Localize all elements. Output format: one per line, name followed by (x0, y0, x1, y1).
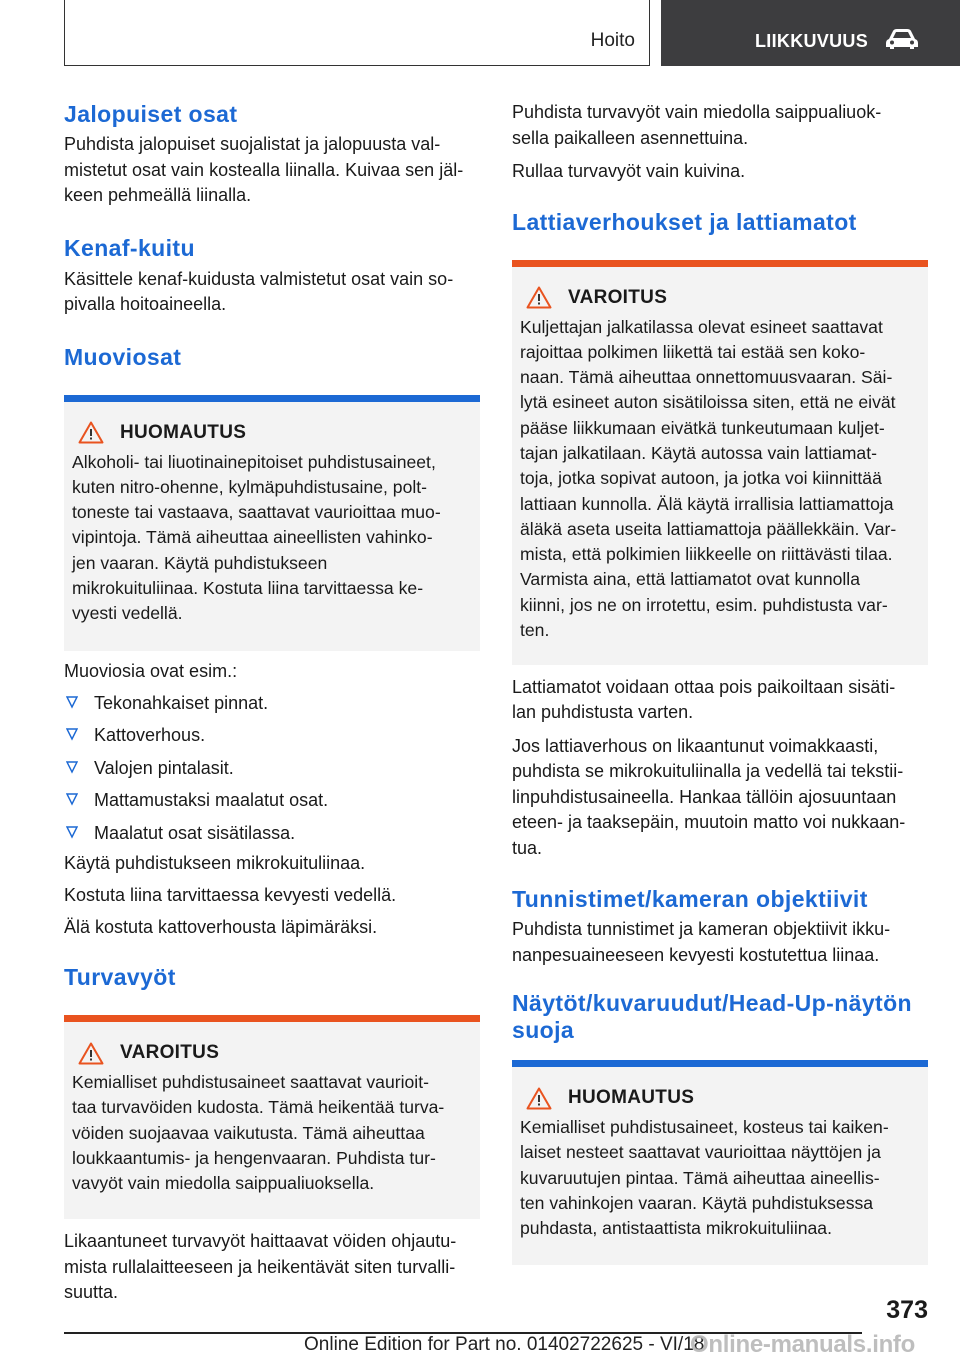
bullet-triangle-icon (66, 825, 78, 839)
bullet-triangle-icon (66, 760, 78, 774)
notice-title: HUOMAUTUS (120, 421, 247, 443)
muoviosat-list (64, 691, 480, 854)
notice-box-naytot (512, 1060, 928, 1265)
warning-triangle-icon (78, 421, 104, 444)
watermark-text: Online-manuals.info (690, 1331, 915, 1358)
list-item: Maalatut osat sisätilassa. (64, 821, 480, 854)
list-item: Mattamustaksi maalatut osat. (64, 788, 480, 821)
list-item: Kattoverhous. (64, 723, 480, 756)
chapter-title: LIIKKUVUUS (755, 31, 869, 51)
heading-jalopuiset: Jalopuiset osat (64, 101, 238, 127)
car-icon (885, 28, 919, 50)
bullet-triangle-icon (66, 695, 78, 709)
warning-title: VAROITUS (568, 286, 668, 308)
paragraph-turva3: Rullaa turvavyöt vain kuivina. (512, 161, 746, 181)
header-section-box (64, 0, 650, 66)
right-column (512, 100, 928, 1265)
heading-turvavyot: Turvavyöt (64, 964, 176, 990)
warning-triangle-icon (526, 286, 552, 309)
heading-tunnistimet: Tunnistimet/kameran objektiivit (512, 886, 868, 912)
page-number: 373 (886, 1296, 928, 1324)
paragraph-lattia2: Jos lattiaverhous on likaantunut voimakkaasti, puhdista se mikrokuituliinalla ja vedellä tai tekstii- linpuhdistusaineella. Hankaa tällöin ajosuuntaan eteen- ja taaksepäin, muutoin matto voi nukkaan- tua. (512, 735, 906, 858)
bullet-triangle-icon (66, 727, 78, 741)
list-item: Tekonahkaiset pinnat. (64, 691, 480, 724)
paragraph-turva2: Puhdista turvavyöt vain miedolla saippualiuok- sella paikalleen asennettuina. (512, 102, 882, 148)
paragraph-muovi-intro: Muoviosia ovat esim.: (64, 660, 238, 681)
section-title: Hoito (590, 30, 635, 51)
warning-title: VAROITUS (120, 1042, 220, 1064)
warning-text: Kemialliset puhdistusaineet saattavat vaurioit- taa turvavöiden kudosta. Tämä heikentää turva- vöiden suojaavaa vaikutusta. Tämä aiheuttaa loukkaantumis- ja hengenvaaran. Puhdista tur- vavyöt vain miedolla saippualiuoksella. (72, 1072, 445, 1194)
paragraph-muovi-after: Käytä puhdistukseen mikrokuituliinaa. Kostuta liina tarvittaessa kevyesti vedellä. Älä kostuta kattoverhousta läpimäräksi. (64, 853, 397, 937)
paragraph-turva: Likaantuneet turvavyöt haittaavat vöiden ohjautu- mista rullalaitteeseen ja heikentävät siten turvalli- suutta. (64, 1231, 457, 1302)
heading-naytot: Näytöt/kuvaruudut/Head-Up-näytön suoja (512, 990, 912, 1043)
paragraph-tunnistimet: Puhdista tunnistimet ja kameran objektiivit ikku- nanpesuaineeseen kevyesti kostutettua liinaa. (512, 919, 891, 965)
warning-text: Kuljettajan jalkatilassa olevat esineet saattavat rajoittaa polkimen liikettä tai estää sen koko- naan. Tämä aiheuttaa onnettomuusvaaran. Säi- lytä esineet auton sisätiloissa siten, että ne eivät pääse liikkumaan eivätkä tunkeutumaan kuljet- tajan jalkatilaan. Käytä autossa vain lattiamat- toja, jotka sopivat autoon, ja jotka voi kiinnittää lattiaan kunnolla. Älä käytä irrallisia lattiamattoja äläkä aseta useita lattiamattoja päällekkäin. Var- mista, että polkimien liikkeelle on riittävästi tilaa. Varmista aina, että lattiamatot ovat kunnolla kiinni, jos ne on irrotettu, esim. puhdistusta var- ten. (520, 316, 897, 641)
bullet-triangle-icon (66, 792, 78, 806)
warning-triangle-icon (526, 1087, 552, 1110)
notice-text: Alkoholi- tai liuotinainepitoiset puhdistusaineet, kuten nitro-ohenne, kylmäpuhdistusaine, polt- toneste tai vastaava, saattavat vaurioittaa muo- vipintoja. Tämä aiheuttaa aineellisten vahinko- jen vaaran. Käytä puhdistukseen mikrokuituliinaa. Kostuta liina tarvittaessa ke- vyesti vedellä. (72, 451, 441, 624)
left-column (64, 100, 480, 1306)
paragraph-lattia1: Lattiamatot voidaan ottaa pois paikoiltaan sisäti- lan puhdistusta varten. (512, 676, 896, 722)
paragraph-kenaf: Käsittele kenaf-kuidusta valmistetut osat vain so- pivalla hoitoaineella. (64, 268, 454, 314)
heading-lattia: Lattiaverhoukset ja lattiamatot (512, 208, 857, 235)
notice-title: HUOMAUTUS (568, 1087, 695, 1109)
list-item: Valojen pintalasit. (64, 756, 480, 789)
warning-box-turvavyot (64, 1015, 480, 1219)
warning-box-lattia (512, 260, 928, 665)
notice-box-muoviosat (64, 395, 480, 651)
warning-triangle-icon (78, 1042, 104, 1065)
heading-muoviosat: Muoviosat (64, 343, 182, 370)
heading-kenaf: Kenaf-kuitu (64, 234, 195, 261)
edition-text: Online Edition for Part no. 01402722625 - VI/18 (304, 1334, 705, 1355)
notice-text: Kemialliset puhdistusaineet, kosteus tai kaiken- laiset nesteet saattavat vaurioittaa näyttöjen ja kuvaruutujen pintaa. Tämä aiheuttaa aineellis- ten vahinkojen vaaran. Käytä puhdistuksessa puhdasta, antistaattista mikrokuituliinaa. (520, 1117, 889, 1239)
header-chapter-box (661, 0, 960, 66)
paragraph-jalopuiset: Puhdista jalopuiset suojalistat ja jalopuusta val- mistetut osat vain kostealla liinalla. Kuivaa sen jäl- keen pehmeällä liinalla. (64, 134, 464, 205)
